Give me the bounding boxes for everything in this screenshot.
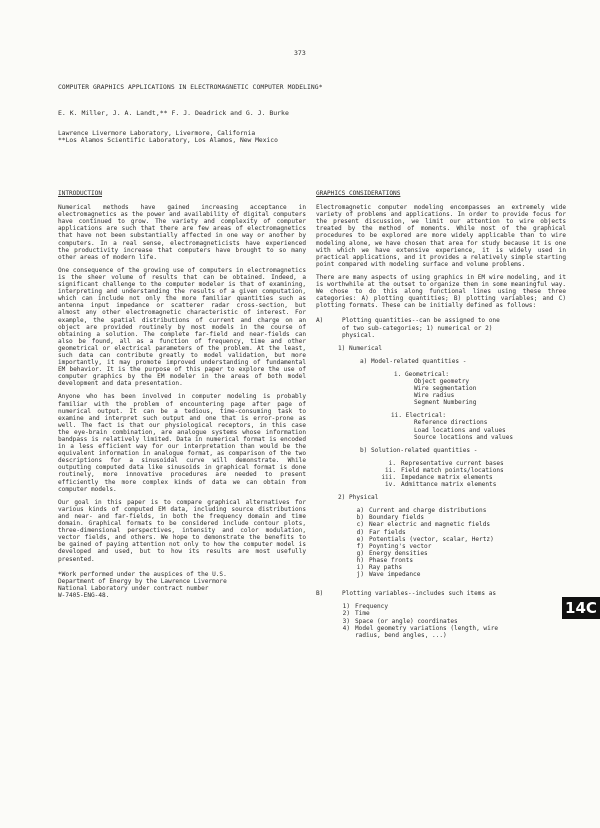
right-column	[316, 190, 566, 639]
author-list: E. K. Miller, J. A. Landt,** F. J. Deadrick and G. J. Burke	[58, 109, 289, 117]
category-a-line: Plotting quantities--can be assigned to one	[342, 317, 500, 325]
geometrical-heading: i. Geometrical:	[394, 370, 450, 378]
model-related-heading: a) Model-related quantities -	[360, 357, 467, 365]
variable-item: 2) Time	[342, 610, 370, 618]
page-number: 373	[294, 49, 306, 57]
physical-item: d) Far fields	[356, 528, 406, 536]
variable-items	[338, 603, 566, 638]
intro-paragraph-1: Numerical methods have gained increasing acceptance in electromagnetics as the power and availability of digital computers have continued to grow. The variety and complexity of computer applications are such that there are few areas of electromagnetics that have not been substantially affected in one way or another by computers. In a real sense, electromagneticists have experienced the productivity increase that computers have brought to so many other areas of modern life.	[58, 204, 306, 261]
solution-item: iv. Admittance matrix elements	[384, 481, 497, 489]
physical-heading: 2) Physical	[338, 494, 379, 502]
category-a-line: physical.	[342, 331, 376, 339]
category-b-text: Plotting variables--includes such items as	[342, 590, 497, 598]
electrical-item: Reference directions	[414, 419, 488, 427]
category-b	[316, 590, 566, 597]
graphics-paragraph-2: There are many aspects of using graphics in EM wire modeling, and it is worthwhile at the outset to organize them in some meaningful way. We chose to do this along functional lines using these three categories: A) plotting quantities; B) plotting variables; and C) plotting formats. These can be initially defined as follows:	[316, 273, 566, 310]
physical-items	[352, 507, 566, 578]
variable-item: 1) Frequency	[342, 603, 389, 611]
paper-title: COMPUTER GRAPHICS APPLICATIONS IN ELECTROMAGNETIC COMPUTER MODELING*	[58, 84, 323, 91]
intro-paragraph-4: Our goal in this paper is to compare graphical alternatives for various kinds of computed EM data, including source distributions and near- and far-fields, in both the frequency domain and time domain. Graphical formats to be considered include contour plots, three-dimensional perspectives, intensity and color modulation, vector fields, and others. We hope to demonstrate the benefits to be gained of paying attention not only to how the computer model is developed and used, but to how its results are most usefully presented.	[58, 498, 306, 563]
geometrical-item: Segment Numbering	[414, 399, 477, 407]
footnote	[58, 571, 306, 599]
intro-paragraph-3: Anyone who has been involved in computer modeling is probably familiar with the problem of encountering page after page of numerical output. It can be a tedious, time-consuming task to examine and interpret such output and one that is error-prone as well. The fact is that our physiological receptors, in this case the eye-brain combination, are analogue systems whose information bandpass is relatively limited. Data in numerical format is encoded in a less efficient way for our interpretation than would be the equivalent information in analogue format, as comparison of the two descriptions for a sinusoidal curve will demonstrate. While outputing computed data like sinusoids in graphical format is done routinely, more innovative procedures are needed to present efficiently the more complex kinds of data we can obtain from computer models.	[58, 393, 306, 493]
physical-item: b) Boundary fields	[356, 514, 425, 522]
intro-paragraph-2: One consequence of the growing use of computers in electromagnetics is the sheer volume of results that can be obtained. Indeed, a significant challenge to the computer modeler is that of examining, interpreting and understanding the results of a given computation, which can include not only the more familiar quantities such as antenna input impedance or scatterer radar cross-section, but almost any other electromagnetic characteristic of interest. For example, the spatial distributions of current and charge on an object are provided routinely by most models in the course of obtaining a solution. The complete far-field and near-fields can also be found, all as a function of frequency, time and other geometrical or electrical parameters of the problem. At the least, such data can contribute greatly to model validation, but more importantly, it may promote improved understanding of fundamental EM behavior. It is the purpose of this paper to explore the use of computer graphics by the EM modeler in the areas of both model development and data presentation.	[58, 266, 306, 388]
footnote-line: W-7405-ENG-48.	[58, 591, 110, 599]
physical-item: c) Near electric and magnetic fields	[356, 521, 491, 529]
footnote-line: Department of Energy by the Lawrence Livermore	[58, 577, 227, 585]
graphics-considerations-heading: GRAPHICS CONSIDERATIONS	[316, 190, 401, 197]
footnote-line: *Work performed under the auspices of the U.S.	[58, 570, 227, 578]
affiliation-1: Lawrence Livermore Laboratory, Livermore, California	[58, 130, 256, 137]
solution-item: ii. Field match points/locations	[384, 466, 504, 474]
geometrical-item: Wire segmentation	[414, 385, 477, 393]
solution-items	[378, 460, 566, 488]
footnote-line: National Laboratory under contract number	[58, 584, 209, 592]
electrical-heading: ii. Electrical:	[391, 412, 447, 420]
electrical-item: Load locations and values	[414, 426, 506, 434]
geometrical-item: Wire radius	[414, 392, 455, 400]
category-a-text	[342, 317, 500, 338]
category-b-label: B)	[316, 590, 324, 598]
solution-related-heading: b) Solution-related quantities -	[360, 446, 478, 454]
physical-item: a) Current and charge distributions	[356, 507, 487, 515]
category-a-line: of two sub-categories; 1) numerical or 2)	[342, 324, 493, 332]
variable-item-continuation: radius, bend angles, ...)	[355, 631, 447, 639]
solution-item: iii. Impedance matrix elements	[381, 474, 493, 481]
solution-item: i. Representative current bases	[388, 459, 504, 467]
physical-item: g) Energy densities	[356, 549, 428, 557]
graphics-paragraph-1: Electromagnetic computer modeling encompasses an extremely wide variety of problems and applications. In order to provide focus for the present discussion, we limit our attention to wire objects treated by the method of moments. While most of the graphical procedures to be explored are more widely applicable than to wire modeling alone, we have chosen that area for study because it is one with which we have extensive experience, it is widely used in practical applications, and it provides a relatively simple starting point compared with modeling surface and volume problems.	[316, 204, 566, 268]
affiliation-2: **Los Alamos Scientific Laboratory, Los Alamos, New Mexico	[58, 137, 278, 145]
variable-item: 3) Space (or angle) coordinates	[342, 617, 458, 625]
variable-item: 4) Model geometry variations (length, wire	[342, 624, 499, 632]
category-a-label: A)	[316, 317, 324, 325]
physical-item: e) Potentials (vector, scalar, Hertz)	[356, 535, 494, 543]
affiliations	[58, 130, 278, 144]
numerical-heading: 1) Numerical	[338, 344, 383, 352]
physical-item: h) Phase fronts	[356, 556, 414, 564]
electrical-item: Source locations and values	[414, 433, 514, 441]
physical-item: j) Wave impedance	[356, 571, 421, 579]
left-column	[58, 190, 306, 599]
physical-item: f) Poynting's vector	[356, 542, 432, 550]
geometrical-item: Object geometry	[414, 377, 470, 385]
category-a	[316, 317, 566, 338]
physical-item: i) Ray paths	[356, 564, 403, 572]
introduction-heading: INTRODUCTION	[58, 190, 103, 197]
section-tab-14c: 14C	[562, 597, 600, 619]
